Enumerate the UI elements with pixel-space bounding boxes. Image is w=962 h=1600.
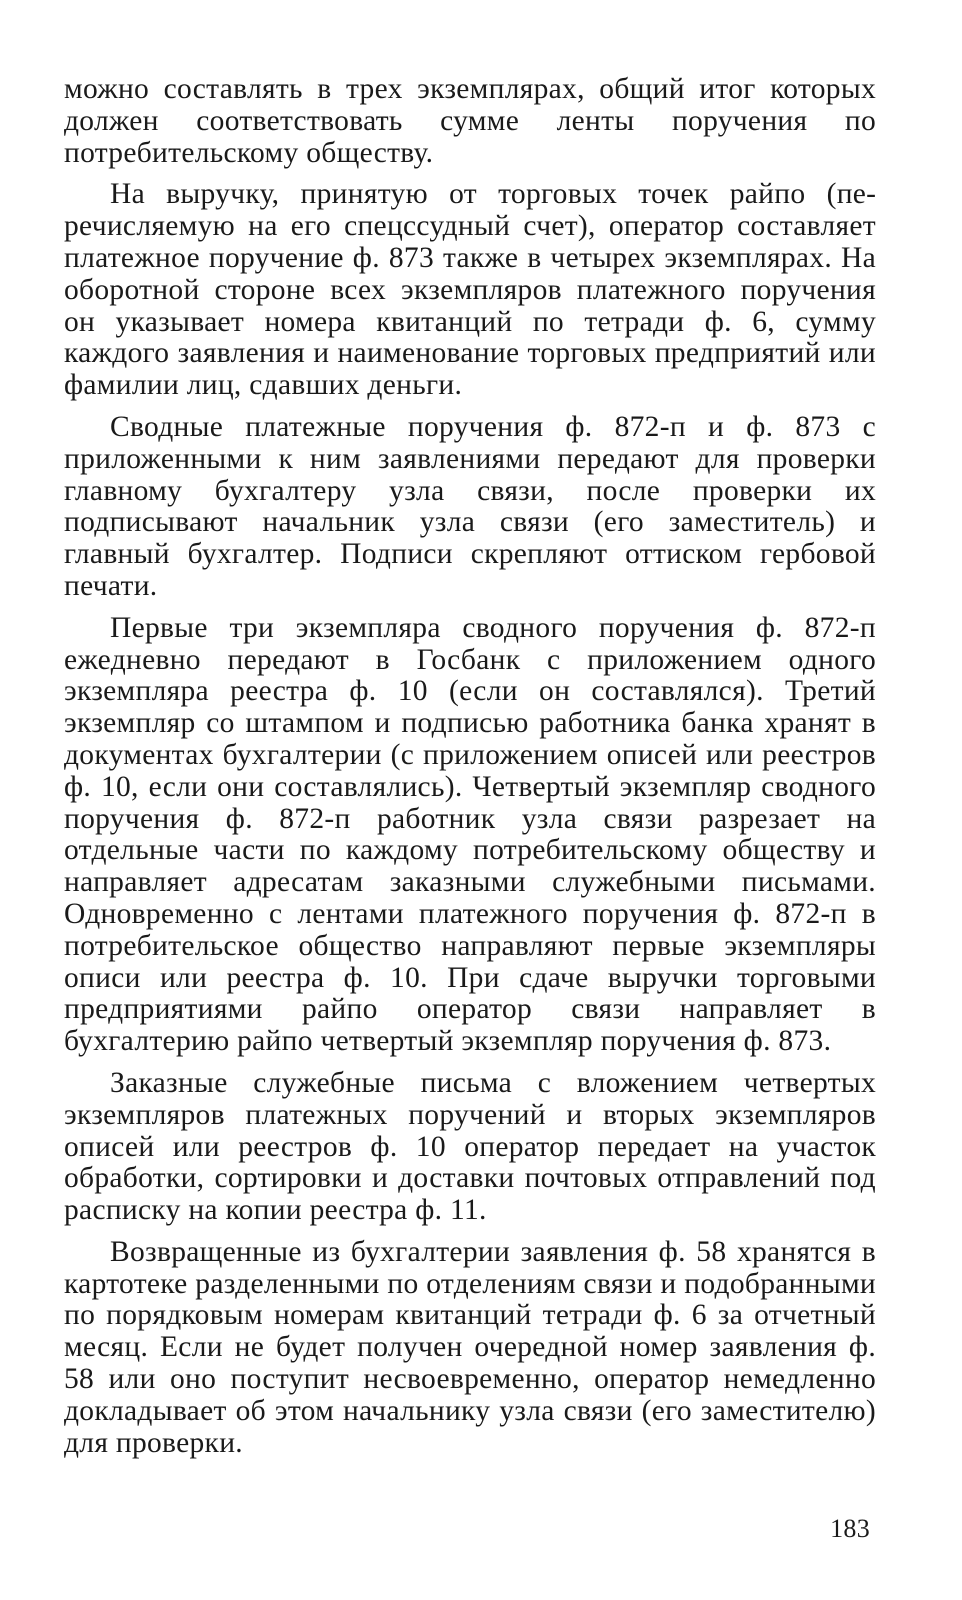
paragraph-2: На выручку, принятую от торговых точек райпо (перечисляемую на его спецссудный счет), оператор составляет платежное поручение ф. 873 также в четырех экземплярах. На оборотной стороне всех экземпляров платежного поручения он указывает номера квитанций по тетради ф. 6, сумму каждого заявления и наименование торговых предприятий или фамилии лиц, сдавших деньги. — [64, 178, 876, 402]
paragraph-4: Первые три экземпляра сводного поручения ф. 872-п ежедневно передают в Госбанк с приложением одного экземпляра реестра ф. 10 (если он составлялся). Третий экземпляр со штампом и подписью работника банка хранят в документах бухгалтерии (с приложением описей или реестров ф. 10, если они составлялись). Четвертый экземпляр сводного поручения ф. 872-п работник узла связи разрезает на отдельные части по каждому потребительскому обществу и направляет адресатам заказными служебными письмами. Одновременно с лентами платежного поручения ф. 872-п в потребительское общество направляют первые экземпляры описи или реестра ф. 10. При сдаче выручки торговыми предприятиями райпо оператор связи направляет в бухгалтерию райпо четвертый экземпляр поручения ф. 873. — [64, 611, 876, 1058]
paragraph-3: Сводные платежные поручения ф. 872-п и ф. 873 с приложенными к ним заявлениями передают для проверки главному бухгалтеру узла связи, после проверки их подписывают начальник узла связи (его заместитель) и главный бухгалтер. Подписи скрепляют оттиском гербовой печати. — [64, 410, 876, 602]
page-number: 183 — [830, 1514, 870, 1543]
paragraph-1: можно составлять в трех экземплярах, общий итог которых должен соответствовать сумме ленты поручения по потребительскому обществу. — [64, 73, 876, 169]
paragraph-5: Заказные служебные письма с вложением четвертых экземпляров платежных поручений и вторых экземпляров описей или реестров ф. 10 оператор передает на участок обработки, сортировки и доставки почтовых отправлений под расписку на копии реестра ф. 11. — [64, 1066, 876, 1227]
paragraph-6: Возвращенные из бухгалтерии заявления ф. 58 хранятся в картотеке разделенными по отделениям связи и подобранными по порядковым номерам квитанций тетради ф. 6 за отчетный месяц. Если не будет получен очередной номер заявления ф. 58 или оно поступит несвоевременно, оператор немедленно докладывает об этом начальнику узла связи (его заместителю) для проверки. — [64, 1235, 876, 1459]
